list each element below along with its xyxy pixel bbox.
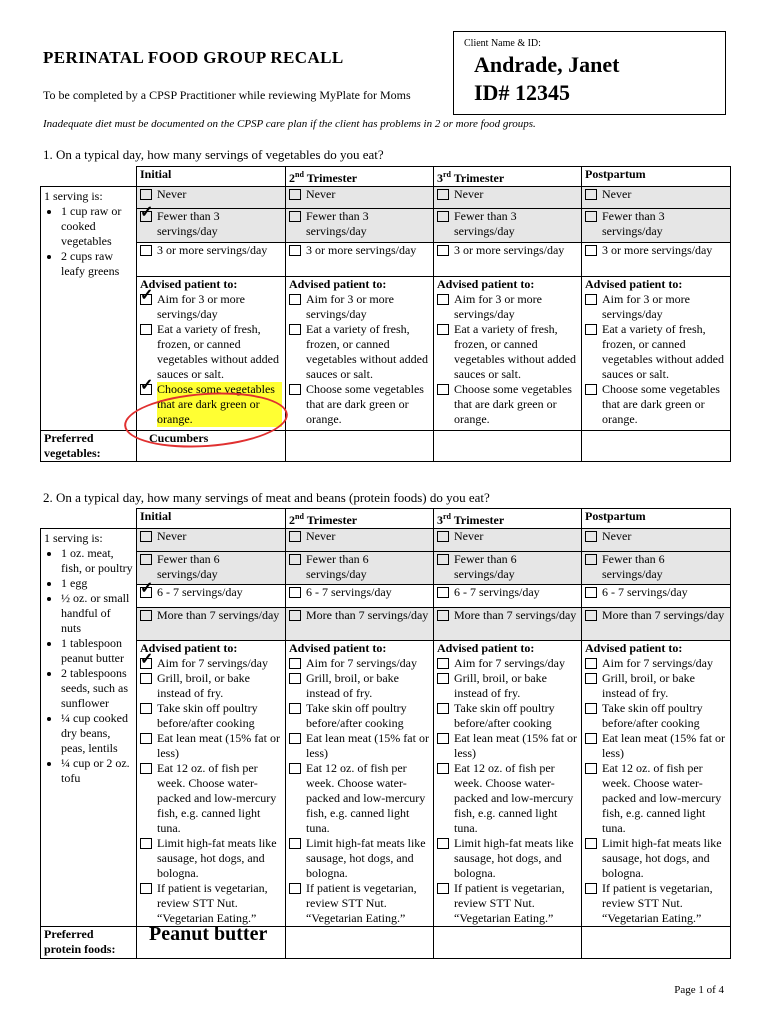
checkbox[interactable]: [289, 658, 301, 669]
opt-6to7-initial[interactable]: ✓ 6 - 7 servings/day: [137, 585, 286, 608]
advice-post: Advised patient to: Aim for 7 servings/day Grill, broil, or bake instead of fry. Take skin off poultry before/after cooking Eat lean meat (15% fat or less) Eat 12 oz. of fish per week. Choose water-packed and low-mercury fish, e.g. canned light tuna. Limit high-fat meats like sausage, hot dogs, and bologna. If patient is vegetarian, review STT Nut. “Vegetarian Eating.”: [582, 641, 731, 927]
checked-checkbox[interactable]: [140, 587, 152, 598]
checkbox[interactable]: [289, 211, 301, 222]
opt-fewer6-3rd[interactable]: Fewer than 6 servings/day: [434, 552, 582, 585]
checkbox[interactable]: [585, 838, 597, 849]
checkbox[interactable]: [140, 610, 152, 621]
client-box: [453, 31, 726, 115]
col-2nd-trimester: 2nd Trimester: [286, 509, 434, 529]
advice-post: Advised patient to: Aim for 3 or more servings/day Eat a variety of fresh, frozen, or canned vegetables without added sauces or salt. Choose some vegetables that are dark green or orange.: [582, 277, 731, 431]
checkbox[interactable]: [437, 531, 449, 542]
serving-definition: 1 serving is: • 1 cup raw or cooked vegetables • 2 cups raw leafy greens: [41, 187, 137, 431]
checkbox[interactable]: [437, 189, 449, 200]
checkbox[interactable]: [289, 610, 301, 621]
advice-2nd: Advised patient to: Aim for 3 or more servings/day Eat a variety of fresh, frozen, or canned vegetables without added sauces or salt. Choose some vegetables that are dark green or orange.: [286, 277, 434, 431]
checkbox[interactable]: [585, 294, 597, 305]
checkbox[interactable]: [585, 554, 597, 565]
checkbox[interactable]: [140, 189, 152, 200]
col-postpartum: Postpartum: [582, 509, 731, 529]
checkbox[interactable]: [585, 245, 597, 256]
checkbox[interactable]: [437, 245, 449, 256]
protein-table: [40, 508, 731, 959]
checkbox[interactable]: [289, 733, 301, 744]
checked-checkbox[interactable]: [140, 384, 152, 395]
preferred-protein-2nd[interactable]: [286, 927, 434, 959]
advice-initial: Advised patient to: ✓ Aim for 7 servings/day Grill, broil, or bake instead of fry. Take skin off poultry before/after cooking Eat lean meat (15% fat or less) Eat 12 oz. of fish per week. Choose water-packed and low-mercury fish, e.g. canned light tuna. Limit high-fat meats like sausage, hot dogs, and bologna. If patient is vegetarian, review STT Nut. “Vegetarian Eating.”: [137, 641, 286, 927]
checkbox[interactable]: [140, 733, 152, 744]
checkbox[interactable]: [437, 673, 449, 684]
checkbox[interactable]: [585, 587, 597, 598]
checkbox[interactable]: [437, 554, 449, 565]
preferred-vegetables-post[interactable]: [582, 431, 731, 462]
opt-never-3rd[interactable]: Never: [434, 529, 582, 552]
question-protein: 2. On a typical day, how many servings of meat and beans (protein foods) do you eat?: [43, 490, 490, 505]
preferred-protein-3rd[interactable]: [434, 927, 582, 959]
checkbox[interactable]: [289, 838, 301, 849]
checkbox[interactable]: [289, 324, 301, 335]
client-id: ID# 12345: [474, 80, 570, 105]
checkbox[interactable]: [289, 531, 301, 542]
checkbox[interactable]: [289, 294, 301, 305]
checkbox[interactable]: [289, 245, 301, 256]
checkbox[interactable]: [437, 763, 449, 774]
opt-never-initial[interactable]: Never: [137, 529, 286, 552]
opt-fewer-post[interactable]: Fewer than 3 servings/day: [582, 209, 731, 243]
advice-3rd: Advised patient to: Aim for 7 servings/day Grill, broil, or bake instead of fry. Take skin off poultry before/after cooking Eat lean meat (15% fat or less) Eat 12 oz. of fish per week. Choose water-packed and low-mercury fish, e.g. canned light tuna. Limit high-fat meats like sausage, hot dogs, and bologna. If patient is vegetarian, review STT Nut. “Vegetarian Eating.”: [434, 641, 582, 927]
checkbox[interactable]: [289, 763, 301, 774]
checked-checkbox[interactable]: [140, 294, 152, 305]
client-label: Client Name & ID:: [464, 38, 541, 49]
checkbox[interactable]: [140, 245, 152, 256]
checkbox[interactable]: [140, 673, 152, 684]
question-vegetables: 1. On a typical day, how many servings of vegetables do you eat?: [43, 147, 384, 162]
checkbox[interactable]: [289, 883, 301, 894]
col-3rd-trimester: 3rd Trimester: [434, 509, 582, 529]
checked-checkbox[interactable]: [140, 211, 152, 222]
preferred-protein-post[interactable]: [582, 927, 731, 959]
opt-fewer-3rd[interactable]: Fewer than 3 servings/day: [434, 209, 582, 243]
checkbox[interactable]: [585, 531, 597, 542]
documentation-note: Inadequate diet must be documented on the CPSP care plan if the client has problems in 2 or more food groups.: [43, 118, 536, 130]
checkbox[interactable]: [437, 324, 449, 335]
checkbox[interactable]: [585, 763, 597, 774]
checkbox[interactable]: [437, 587, 449, 598]
opt-never-3rd[interactable]: Never: [434, 187, 582, 209]
preferred-vegetables-label: Preferred vegetables:: [41, 431, 137, 462]
page-number: Page 1 of 4: [674, 984, 724, 996]
checkbox[interactable]: [289, 189, 301, 200]
opt-fewer6-post[interactable]: Fewer than 6 servings/day: [582, 552, 731, 585]
checkbox[interactable]: [437, 733, 449, 744]
checkbox[interactable]: [585, 324, 597, 335]
checkbox[interactable]: [585, 384, 597, 395]
checkbox[interactable]: [140, 554, 152, 565]
checkbox[interactable]: [437, 384, 449, 395]
opt-never-post[interactable]: Never: [582, 529, 731, 552]
col-initial: Initial: [137, 509, 286, 529]
opt-more7-initial[interactable]: More than 7 servings/day: [137, 608, 286, 641]
checkbox[interactable]: [437, 211, 449, 222]
checkbox[interactable]: [437, 658, 449, 669]
checkbox[interactable]: [289, 554, 301, 565]
opt-6to7-2nd[interactable]: 6 - 7 servings/day: [286, 585, 434, 608]
highlighted-advice: Choose some vegetables that are dark green or orange.: [157, 382, 282, 427]
page-subtitle: To be completed by a CPSP Practitioner while reviewing MyPlate for Moms: [43, 88, 411, 102]
checkbox[interactable]: [585, 658, 597, 669]
opt-3ormore-initial[interactable]: 3 or more servings/day: [137, 243, 286, 277]
checkbox[interactable]: [289, 703, 301, 714]
col-3rd-trimester: 3rd Trimester: [434, 167, 582, 187]
opt-more7-2nd[interactable]: More than 7 servings/day: [286, 608, 434, 641]
opt-more7-post[interactable]: More than 7 servings/day: [582, 608, 731, 641]
preferred-vegetables-3rd[interactable]: [434, 431, 582, 462]
opt-more7-3rd[interactable]: More than 7 servings/day: [434, 608, 582, 641]
checkbox[interactable]: [140, 883, 152, 894]
advice-initial: Advised patient to: ✓ Aim for 3 or more servings/day Eat a variety of fresh, frozen, or canned vegetables without added sauces or salt. ✓ Choose some vegetables that are dark green or orange.: [137, 277, 286, 431]
checkbox[interactable]: [585, 703, 597, 714]
col-initial: Initial: [137, 167, 286, 187]
opt-never-2nd[interactable]: Never: [286, 529, 434, 552]
checkbox[interactable]: [437, 883, 449, 894]
checkbox[interactable]: [289, 384, 301, 395]
checkbox[interactable]: [140, 838, 152, 849]
preferred-vegetables-2nd[interactable]: [286, 431, 434, 462]
serving-definition: 1 serving is: • 1 oz. meat, fish, or poultry • 1 egg • ½ oz. or small handful of nuts • 1 tablespoon peanut butter • 2 tablespoons seeds, such as sunflower • ¼ cup cooked dry beans, peas, lentils • ¼ cup or 2 oz. tofu: [41, 529, 137, 927]
opt-never-initial[interactable]: Never: [137, 187, 286, 209]
opt-3ormore-post[interactable]: 3 or more servings/day: [582, 243, 731, 277]
checkbox[interactable]: [289, 673, 301, 684]
checkbox[interactable]: [140, 763, 152, 774]
checked-checkbox[interactable]: [140, 658, 152, 669]
checkbox[interactable]: [289, 587, 301, 598]
page-title: PERINATAL FOOD GROUP RECALL: [43, 48, 344, 67]
checkbox[interactable]: [140, 703, 152, 714]
preferred-protein-value[interactable]: Peanut butter: [137, 927, 286, 959]
checkbox[interactable]: [585, 673, 597, 684]
col-postpartum: Postpartum: [582, 167, 731, 187]
checkbox[interactable]: [585, 883, 597, 894]
opt-never-post[interactable]: Never: [582, 187, 731, 209]
checkbox[interactable]: [585, 189, 597, 200]
opt-3ormore-2nd[interactable]: 3 or more servings/day: [286, 243, 434, 277]
opt-fewer6-2nd[interactable]: Fewer than 6 servings/day: [286, 552, 434, 585]
opt-fewer-2nd[interactable]: Fewer than 3 servings/day: [286, 209, 434, 243]
advice-3rd: Advised patient to: Aim for 3 or more servings/day Eat a variety of fresh, frozen, or canned vegetables without added sauces or salt. Choose some vegetables that are dark green or orange.: [434, 277, 582, 431]
checkbox[interactable]: [585, 211, 597, 222]
checkbox[interactable]: [437, 610, 449, 621]
opt-never-2nd[interactable]: Never: [286, 187, 434, 209]
preferred-protein-label: Preferred protein foods:: [41, 927, 137, 959]
checkbox[interactable]: [140, 324, 152, 335]
opt-fewer-initial[interactable]: ✓ Fewer than 3 servings/day: [137, 209, 286, 243]
preferred-vegetables-value[interactable]: Cucumbers: [137, 431, 286, 462]
opt-6to7-3rd[interactable]: 6 - 7 servings/day: [434, 585, 582, 608]
checkbox[interactable]: [585, 733, 597, 744]
checkbox[interactable]: [585, 610, 597, 621]
opt-3ormore-3rd[interactable]: 3 or more servings/day: [434, 243, 582, 277]
advice-2nd: Advised patient to: Aim for 7 servings/day Grill, broil, or bake instead of fry. Take skin off poultry before/after cooking Eat lean meat (15% fat or less) Eat 12 oz. of fish per week. Choose water-packed and low-mercury fish, e.g. canned light tuna. Limit high-fat meats like sausage, hot dogs, and bologna. If patient is vegetarian, review STT Nut. “Vegetarian Eating.”: [286, 641, 434, 927]
checkbox[interactable]: [437, 703, 449, 714]
client-name: Andrade, Janet: [474, 52, 620, 77]
col-2nd-trimester: 2nd Trimester: [286, 167, 434, 187]
checkbox[interactable]: [437, 294, 449, 305]
checkbox[interactable]: [140, 531, 152, 542]
opt-6to7-post[interactable]: 6 - 7 servings/day: [582, 585, 731, 608]
checkbox[interactable]: [437, 838, 449, 849]
opt-fewer6-initial[interactable]: Fewer than 6 servings/day: [137, 552, 286, 585]
